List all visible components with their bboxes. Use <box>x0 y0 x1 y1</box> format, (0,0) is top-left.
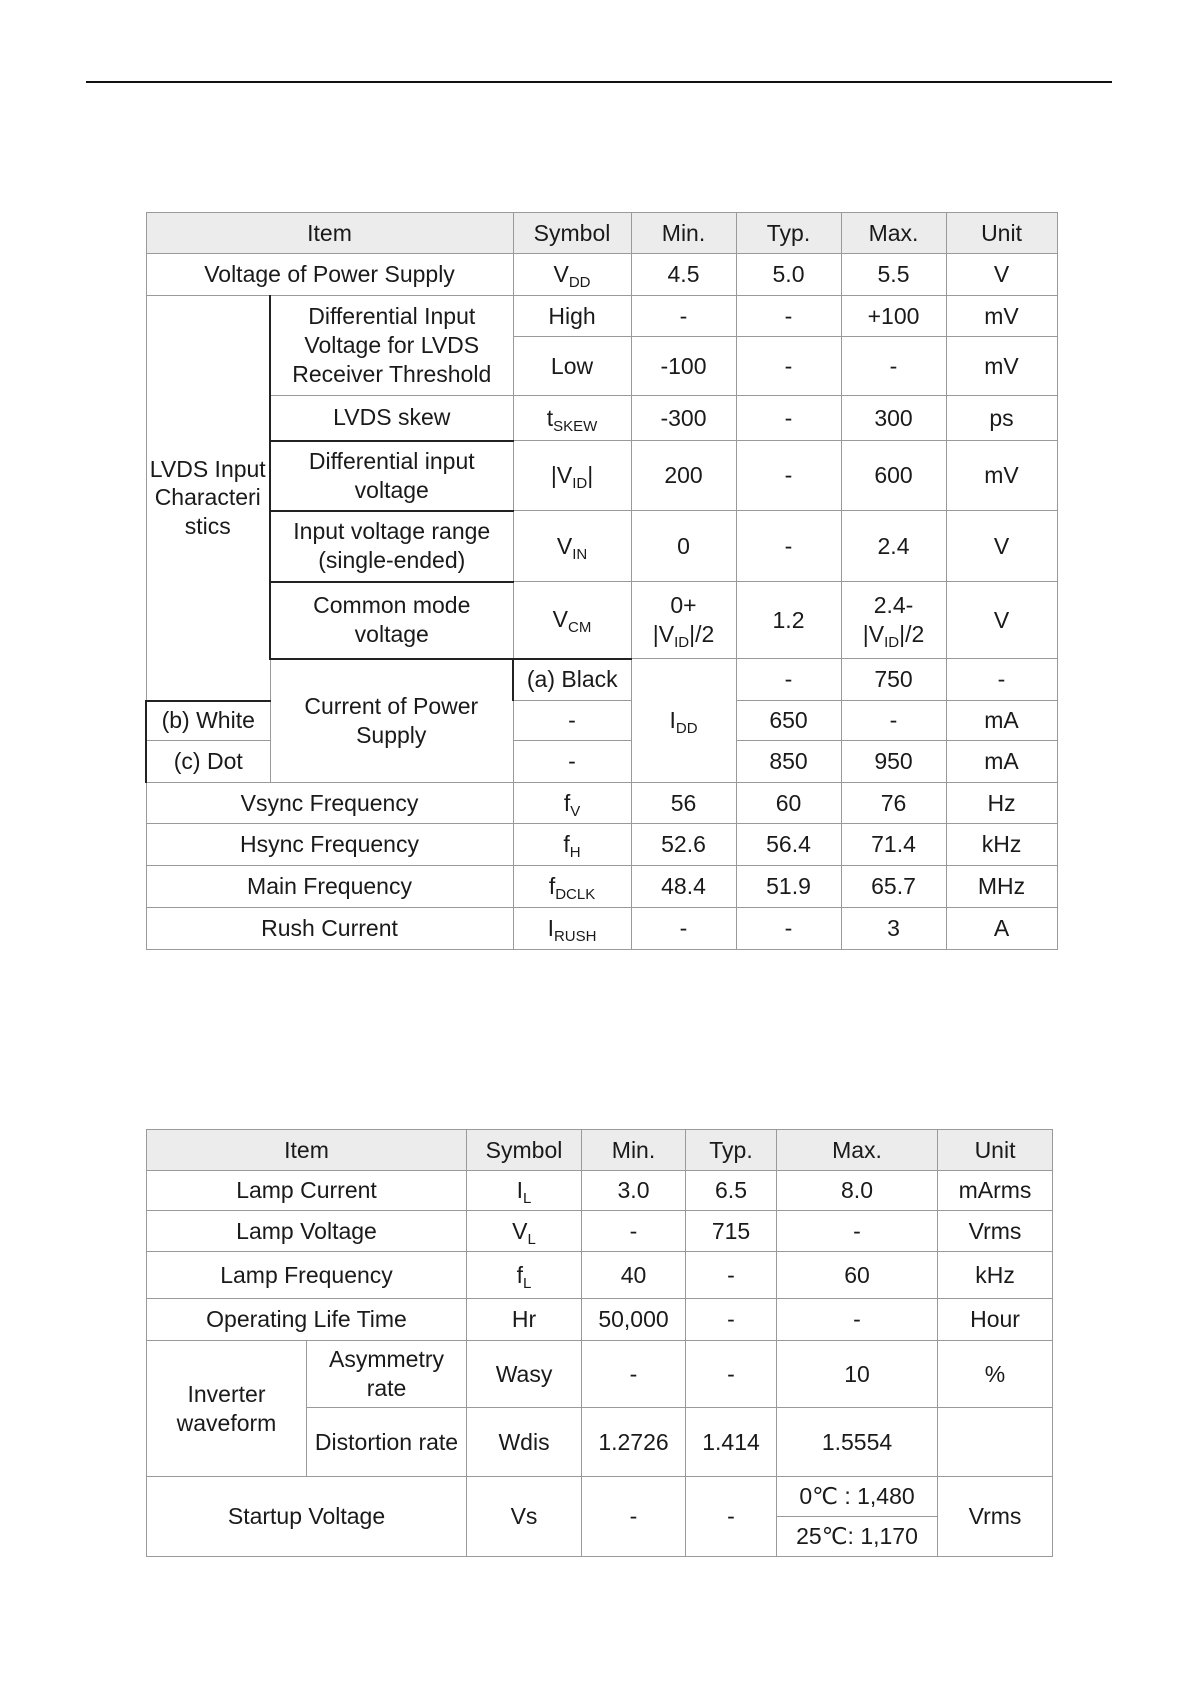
header-max: Max. <box>841 213 946 254</box>
table-row <box>147 1211 1053 1252</box>
typ-cell: - <box>686 1341 777 1408</box>
header-typ: Typ. <box>686 1130 777 1171</box>
unit-cell: ps <box>946 396 1057 441</box>
unit-cell: V <box>946 511 1057 582</box>
item-cell: Common mode voltage <box>270 582 513 659</box>
min-cell: 200 <box>631 441 736 511</box>
item-cell: Differential input voltage <box>270 441 513 511</box>
item-cell: Lamp Frequency <box>147 1252 467 1299</box>
item-cell: Asymmetry rate <box>307 1341 467 1408</box>
min-cell: -100 <box>631 337 736 396</box>
symbol-cell: $t_{SKEW}$ <box>513 396 631 441</box>
backlight-characteristics-table <box>146 1129 1053 1557</box>
table-row <box>146 254 1057 296</box>
symbol-cell: $V_L$ <box>467 1211 582 1252</box>
symbol-cell: $V_{DD}$ <box>513 254 631 296</box>
table-row <box>146 296 1057 337</box>
table-row <box>146 396 1057 441</box>
electrical-characteristics-table <box>145 212 1058 950</box>
symbol-cell: Hr <box>467 1299 582 1341</box>
table-header-row <box>147 1130 1053 1171</box>
table-row <box>147 1252 1053 1299</box>
item-cell: Voltage of Power Supply <box>146 254 513 296</box>
unit-cell: V <box>946 254 1057 296</box>
unit-cell: MHz <box>946 866 1057 908</box>
unit-cell: Hour <box>938 1299 1053 1341</box>
max-cell: 0℃ : 1,480 <box>777 1477 938 1517</box>
table-row <box>147 1477 1053 1517</box>
symbol-cell: $f_H$ <box>513 824 631 866</box>
symbol-cell: $V_{IN}$ <box>513 511 631 582</box>
unit-cell: Vrms <box>938 1211 1053 1252</box>
max-cell: 25℃: 1,170 <box>777 1517 938 1557</box>
table-row <box>147 1299 1053 1341</box>
symbol-cell: $|V_{ID}|$ <box>513 441 631 511</box>
unit-cell: mV <box>946 441 1057 511</box>
item-cell: LVDS skew <box>270 396 513 441</box>
max-cell: 600 <box>841 441 946 511</box>
item-cell: Distortion rate <box>307 1408 467 1477</box>
typ-cell: 1.414 <box>686 1408 777 1477</box>
group-label-inverter: Inverter waveform <box>147 1341 307 1477</box>
typ-cell: 1.2 <box>736 582 841 659</box>
header-min: Min. <box>631 213 736 254</box>
header-symbol: Symbol <box>513 213 631 254</box>
typ-cell: - <box>686 1252 777 1299</box>
table-row <box>147 1341 1053 1408</box>
max-cell: - <box>841 701 946 741</box>
min-cell: 1.2726 <box>582 1408 686 1477</box>
min-cell: 4.5 <box>631 254 736 296</box>
unit-cell: mA <box>946 741 1057 783</box>
header-max: Max. <box>777 1130 938 1171</box>
max-cell: 300 <box>841 396 946 441</box>
min-cell: - <box>582 1477 686 1557</box>
item-cell: Hsync Frequency <box>146 824 513 866</box>
typ-cell: - <box>736 511 841 582</box>
symbol-cell: $I_{RUSH}$ <box>513 908 631 950</box>
symbol-cell: Low <box>513 337 631 396</box>
table-row <box>146 824 1057 866</box>
min-cell: 50,000 <box>582 1299 686 1341</box>
min-cell: - <box>513 701 631 741</box>
min-cell: 3.0 <box>582 1171 686 1211</box>
max-cell: 1.5554 <box>777 1408 938 1477</box>
typ-cell: 850 <box>736 741 841 783</box>
item-cell: Main Frequency <box>146 866 513 908</box>
header-item: Item <box>146 213 513 254</box>
header-rule <box>86 81 1112 83</box>
min-cell: 56 <box>631 783 736 824</box>
typ-cell: 60 <box>736 783 841 824</box>
max-cell: 2.4 <box>841 511 946 582</box>
max-cell: - <box>777 1299 938 1341</box>
min-cell: 40 <box>582 1252 686 1299</box>
min-cell: - <box>513 741 631 783</box>
unit-cell: mArms <box>938 1171 1053 1211</box>
header-unit: Unit <box>946 213 1057 254</box>
typ-cell: 6.5 <box>686 1171 777 1211</box>
max-cell: 76 <box>841 783 946 824</box>
typ-cell: 5.0 <box>736 254 841 296</box>
item-cell: Input voltage range (single-ended) <box>270 511 513 582</box>
item-cell: (a) Black <box>513 659 631 701</box>
typ-cell: - <box>686 1477 777 1557</box>
typ-cell: - <box>736 908 841 950</box>
symbol-cell: Wdis <box>467 1408 582 1477</box>
item-cell: Lamp Voltage <box>147 1211 467 1252</box>
symbol-cell: Vs <box>467 1477 582 1557</box>
header-min: Min. <box>582 1130 686 1171</box>
min-cell: - <box>582 1211 686 1252</box>
symbol-cell: $f_{DCLK}$ <box>513 866 631 908</box>
typ-cell: 56.4 <box>736 824 841 866</box>
group-label-current: Current of Power Supply <box>270 659 513 783</box>
min-cell: 52.6 <box>631 824 736 866</box>
item-cell: Differential Input Voltage for LVDS Receiver Threshold <box>270 296 513 396</box>
min-cell: 0 <box>631 511 736 582</box>
item-cell: Operating Life Time <box>147 1299 467 1341</box>
table-row <box>147 1171 1053 1211</box>
min-cell: 48.4 <box>631 866 736 908</box>
unit-cell: kHz <box>946 824 1057 866</box>
max-cell: 950 <box>841 741 946 783</box>
group-label-lvds: LVDS Input Characteri stics <box>146 296 270 701</box>
symbol-cell: $I_L$ <box>467 1171 582 1211</box>
item-cell: (b) White <box>146 701 270 741</box>
header-unit: Unit <box>938 1130 1053 1171</box>
unit-cell: V <box>946 582 1057 659</box>
header-item: Item <box>147 1130 467 1171</box>
max-cell: 5.5 <box>841 254 946 296</box>
min-cell: - <box>631 908 736 950</box>
table-row <box>146 511 1057 582</box>
min-cell: -300 <box>631 396 736 441</box>
max-cell: - <box>946 659 1057 701</box>
max-cell: 71.4 <box>841 824 946 866</box>
symbol-cell: Wasy <box>467 1341 582 1408</box>
symbol-cell: $V_{CM}$ <box>513 582 631 659</box>
item-cell: Startup Voltage <box>147 1477 467 1557</box>
typ-cell: 715 <box>686 1211 777 1252</box>
min-cell: - <box>631 296 736 337</box>
table-row <box>146 866 1057 908</box>
item-cell: Lamp Current <box>147 1171 467 1211</box>
unit-cell <box>938 1408 1053 1477</box>
max-cell: 3 <box>841 908 946 950</box>
max-cell: - <box>777 1211 938 1252</box>
typ-cell: - <box>736 396 841 441</box>
unit-cell: A <box>946 908 1057 950</box>
unit-cell: mA <box>946 701 1057 741</box>
table-header-row <box>146 213 1057 254</box>
symbol-cell: $I_{DD}$ <box>631 659 736 783</box>
max-cell: - <box>841 337 946 396</box>
unit-cell: mV <box>946 296 1057 337</box>
typ-cell: - <box>736 337 841 396</box>
item-cell: Vsync Frequency <box>146 783 513 824</box>
unit-cell: % <box>938 1341 1053 1408</box>
max-cell: +100 <box>841 296 946 337</box>
typ-cell: 650 <box>736 701 841 741</box>
unit-cell: Vrms <box>938 1477 1053 1557</box>
table-row <box>146 441 1057 511</box>
item-cell: (c) Dot <box>146 741 270 783</box>
table-row <box>146 783 1057 824</box>
table-row <box>146 659 1057 701</box>
min-cell: 0+ $|V_{ID}|/2$ <box>631 582 736 659</box>
symbol-cell: $f_L$ <box>467 1252 582 1299</box>
table-row <box>146 908 1057 950</box>
min-cell: - <box>736 659 841 701</box>
header-typ: Typ. <box>736 213 841 254</box>
unit-cell: mV <box>946 337 1057 396</box>
max-cell: 60 <box>777 1252 938 1299</box>
typ-cell: - <box>736 296 841 337</box>
max-cell: 10 <box>777 1341 938 1408</box>
max-cell: 8.0 <box>777 1171 938 1211</box>
typ-cell: 750 <box>841 659 946 701</box>
unit-cell: Hz <box>946 783 1057 824</box>
symbol-cell: $f_V$ <box>513 783 631 824</box>
item-cell: Rush Current <box>146 908 513 950</box>
max-cell: 65.7 <box>841 866 946 908</box>
min-cell: - <box>582 1341 686 1408</box>
max-cell: 2.4- $|V_{ID}|/2$ <box>841 582 946 659</box>
typ-cell: 51.9 <box>736 866 841 908</box>
table-row <box>146 582 1057 659</box>
symbol-cell: High <box>513 296 631 337</box>
header-symbol: Symbol <box>467 1130 582 1171</box>
unit-cell: kHz <box>938 1252 1053 1299</box>
typ-cell: - <box>686 1299 777 1341</box>
typ-cell: - <box>736 441 841 511</box>
